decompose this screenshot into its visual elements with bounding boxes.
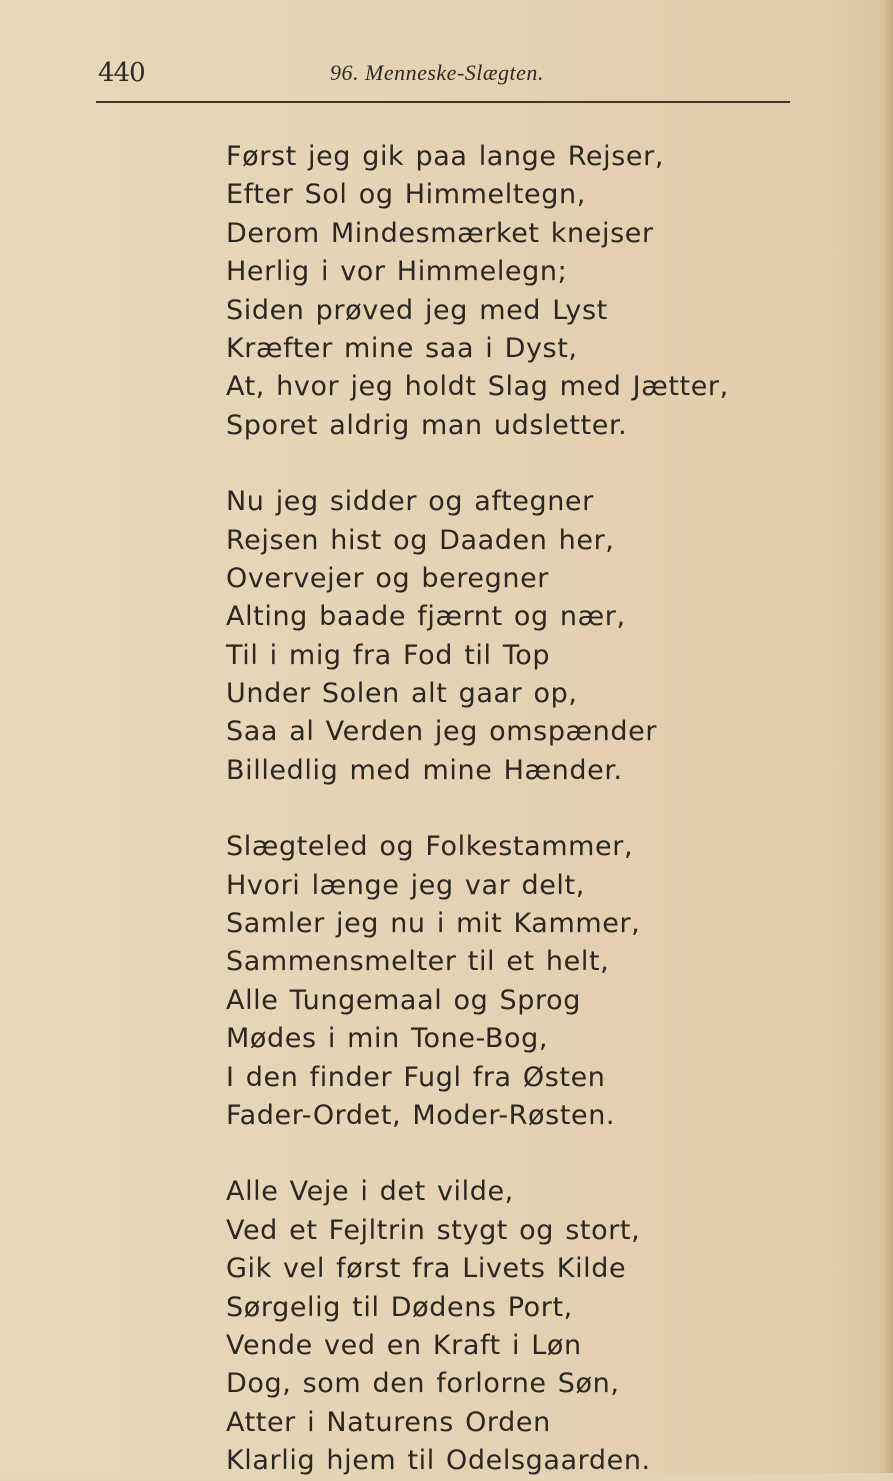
verse-line: Billedlig med mine Hænder. [226, 754, 623, 786]
verse-line: Mødes i min Tone-Bog, [226, 1023, 549, 1055]
stanza-4 [226, 1173, 826, 1480]
verse-line: Gik vel først fra Livets Kilde [226, 1253, 627, 1285]
poem-body [226, 138, 826, 1481]
verse-line: Saa al Verden jeg omspænder [226, 716, 658, 748]
verse-line: Siden prøved jeg med Lyst [226, 294, 608, 326]
verse-line: Alle Veje i det vilde, [226, 1176, 514, 1208]
stanza-gap [226, 1135, 826, 1173]
verse-line: Til i mig fra Fod til Top [226, 639, 551, 671]
page-header [0, 54, 893, 94]
verse-line: I den finder Fugl fra Østen [226, 1061, 606, 1093]
verse-line: Hvori længe jeg var delt, [226, 869, 585, 901]
verse-line: Derom Mindesmærket knejser [226, 217, 654, 249]
verse-line: Først jeg gik paa lange Rejser, [226, 141, 665, 172]
verse-line: Vende ved en Kraft i Løn [226, 1329, 582, 1361]
verse-line: Efter Sol og Himmeltegn, [226, 179, 586, 211]
verse-line: Overvejer og beregner [226, 562, 549, 594]
verse-line: Under Solen alt gaar op, [226, 678, 578, 710]
verse-line: Fader-Ordet, Moder-Røsten. [226, 1099, 616, 1131]
page-edge-shadow [883, 0, 893, 1473]
stanza-2 [226, 483, 826, 790]
verse-line: Dog, som den forlorne Søn, [226, 1368, 620, 1400]
running-title: 96. Menneske-Slægten. [330, 60, 544, 85]
stanza-gap [226, 790, 826, 828]
verse-line: Samler jeg nu i mit Kammer, [226, 908, 641, 940]
header-rule [96, 101, 790, 103]
stanza-gap [226, 445, 826, 483]
verse-line: Alting baade fjærnt og nær, [226, 601, 626, 633]
verse-line: Herlig i vor Himmelegn; [226, 256, 568, 288]
page-number: 440 [98, 58, 145, 88]
verse-line: Sørgelig til Dødens Port, [226, 1291, 573, 1323]
verse-line: Atter i Naturens Orden [226, 1406, 551, 1438]
verse-line: Rejsen hist og Daaden her, [226, 524, 615, 556]
verse-line: Ved et Fejltrin stygt og stort, [226, 1214, 641, 1246]
verse-line: Kræfter mine saa i Dyst, [226, 332, 578, 364]
verse-line: Nu jeg sidder og aftegner [226, 486, 594, 518]
verse-line: Alle Tungemaal og Sprog [226, 984, 581, 1016]
verse-line: Sporet aldrig man udsletter. [226, 409, 628, 441]
stanza-1 [226, 138, 826, 445]
stanza-3 [226, 828, 826, 1135]
verse-line: Klarlig hjem til Odelsgaarden. [226, 1445, 651, 1477]
verse-line: At, hvor jeg holdt Slag med Jætter, [226, 371, 729, 403]
verse-line: Slægteled og Folkestammer, [226, 831, 634, 863]
verse-line: Sammensmelter til et helt, [226, 946, 610, 978]
